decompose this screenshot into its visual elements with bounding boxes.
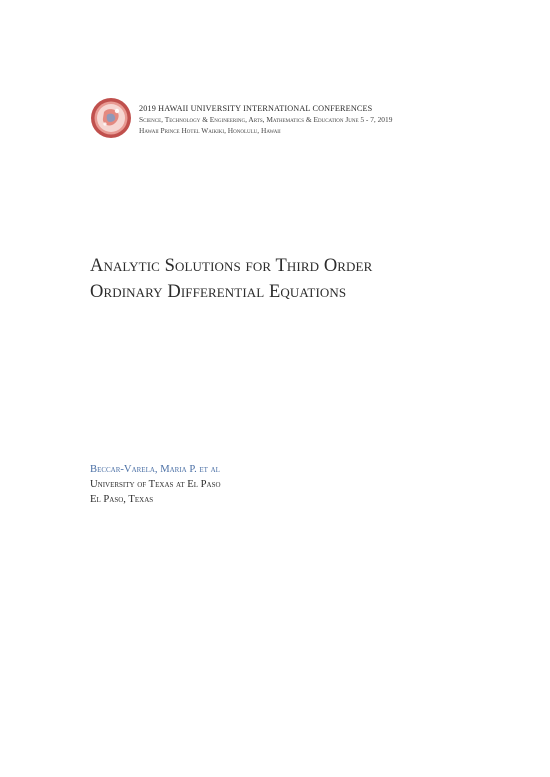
conference-logo (90, 97, 132, 139)
conference-seal-icon (90, 97, 132, 139)
conference-venue: Hawaii Prince Hotel Waikiki, Honolulu, Hawaii (139, 126, 281, 135)
conference-header (139, 103, 519, 136)
author-name: Beccar-Varela, Maria P. et al (90, 464, 220, 475)
conference-name: 2019 HAWAII UNIVERSITY INTERNATIONAL CONFERENCES (139, 104, 373, 113)
author-affiliation: University of Texas at El Paso (90, 479, 221, 490)
paper-title (90, 253, 510, 305)
conference-topics-dates: Science, Technology & Engineering, Arts, Mathematics & Education June 5 - 7, 2019 (139, 115, 393, 124)
author-block (90, 462, 390, 507)
paper-title-line-1: Analytic Solutions for Third Order (90, 256, 373, 276)
author-location: El Paso, Texas (90, 494, 154, 505)
paper-title-line-2: Ordinary Differential Equations (90, 282, 347, 302)
